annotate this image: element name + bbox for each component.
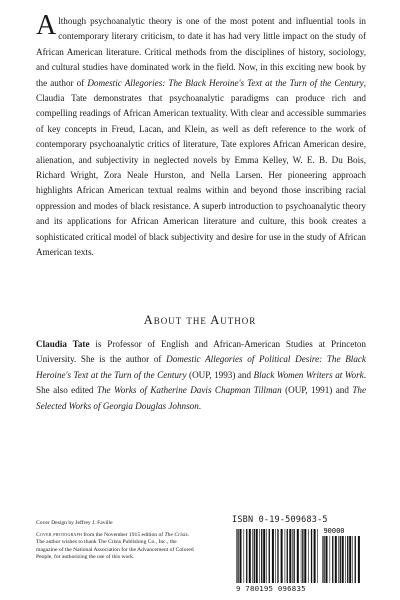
author-bio (36, 337, 366, 414)
about-author-heading: About the Author (143, 313, 257, 327)
author-name: Claudia Tate (36, 339, 90, 349)
cover-photo-label: Cover photograph (36, 531, 83, 538)
barcode-bar (256, 529, 258, 583)
addon-price-code: 90000 (323, 527, 345, 535)
description-text-2: , Claudia Tate demonstrates that psychoanalytic paradigms can produce rich and compelling readings of African American textuality. With clear and accessible summaries of key concepts in Freud, Lacan, and Klein, as well as deft reference to the work of contemporary psychoanalytic critics of literature, Tate explores African American desire, alienation, and subjectivity in neglected novels by Emma Kelley, W. E. B. Du Bois, Richard Wright, Zora Neale Hurston, and Nella Larsen. Her pioneering approach highlights African American textual realms within and beyond those inscribing racial oppression and modes of black resistance. A superb introduction to psychoanalytic theory and its applications for African American literature and culture, this book creates a sophisticated critical model of black subjectivity and desire for use in the study of African American texts. (36, 77, 366, 258)
barcode-bar (252, 529, 253, 583)
bio-book-title-3: The Works of Katherine Davis Chapman Tillman (96, 385, 282, 396)
barcode-bar (285, 529, 286, 583)
barcode-bar (292, 529, 293, 583)
barcode-bar (322, 536, 323, 583)
barcode-bar (269, 529, 270, 583)
barcode-block (232, 515, 362, 595)
barcode-bar (275, 529, 276, 583)
bio-text-3: . She also edited (36, 369, 366, 396)
barcode-bar (332, 536, 333, 583)
barcode-bar (237, 529, 238, 583)
bio-book-title-2: Black Women Writers at Work (253, 369, 364, 380)
barcode-bar (236, 529, 237, 583)
barcode-bar (263, 529, 265, 583)
barcode-bar (240, 529, 242, 583)
barcode-bar (302, 529, 303, 583)
bio-text-5: . (198, 400, 202, 411)
barcode-bar (323, 536, 324, 583)
book-description (36, 10, 366, 261)
barcode-bar (338, 536, 339, 583)
barcode-bar (294, 529, 295, 583)
barcode-bar (246, 529, 247, 583)
cover-credits (36, 520, 196, 566)
description-text-1: lthough psychoanalytic theory is one of the most potent and influential tools in contemporary literary criticism, to date it has had very little impact on the study of African American literature. Critical methods from the disciplines of history, sociology, and cultural studies have dominated work in the field. Now, in this exciting new book by the author of (36, 16, 366, 88)
barcode-bar (355, 536, 356, 583)
barcode-bar (249, 529, 251, 583)
barcode-bar (259, 529, 260, 583)
photo-credit-text-1: from the November 1915 edition of (82, 531, 165, 538)
barcode-bar (308, 529, 309, 583)
barcode-bar (287, 529, 288, 583)
drop-cap-letter: A (36, 10, 57, 41)
barcode-bar (281, 529, 283, 583)
cover-design-credit: Cover Design by Jeffrey J. Faville (36, 520, 113, 526)
bio-text-1: is Professor of English and African-American Studies at Princeton University. She is the author of (36, 339, 366, 365)
barcode-bar (297, 529, 299, 583)
barcode-bar (342, 536, 344, 583)
isbn-number: ISBN 0-19-509683-5 (232, 515, 328, 525)
barcode-bar (266, 529, 267, 583)
barcode-bar (261, 529, 262, 583)
bio-book-title-4: The Selected Works of Georgia Douglas Johnson (36, 385, 366, 411)
journal-title: The Crisis (164, 531, 188, 538)
cover-photo-credit (36, 532, 196, 562)
barcode-bar (326, 536, 328, 583)
barcode-bar (347, 536, 348, 583)
ean-digits: 9 780195 096835 (236, 584, 306, 593)
barcode-bar (277, 529, 278, 583)
barcode-bar (330, 536, 331, 583)
barcode-bar (289, 529, 291, 583)
barcode-bar (335, 536, 337, 583)
barcode-bar (311, 529, 312, 583)
barcode-bar (254, 529, 255, 583)
barcode-bar (301, 529, 302, 583)
barcode-bar (358, 536, 360, 583)
barcode-bar (317, 529, 318, 583)
photo-credit-text-2: . The author wishes to thank The Crisis Publishing Co., Inc., the magazine of the National Association for the Advancement of Colored People, for authorizing the use of this work. (36, 531, 194, 561)
bio-text-2: (OUP, 1993) and (186, 369, 254, 380)
barcode-bar (352, 536, 353, 583)
barcode-icon (232, 527, 362, 585)
barcode-bar (304, 529, 306, 583)
barcode-bar (345, 536, 346, 583)
bio-book-title-1: Domestic Allegories of Political Desire: The Black Heroine's Text at the Turn of the Century (36, 354, 366, 380)
barcode-bar (244, 529, 245, 583)
referenced-book-title: Domestic Allegories: The Black Heroine's Text at the Turn of the Century (87, 77, 364, 88)
barcode-bar (349, 536, 351, 583)
barcode-bar (340, 536, 341, 583)
barcode-bar (314, 529, 316, 583)
barcode-bar (272, 529, 274, 583)
bio-text-4: (OUP, 1991) and (281, 385, 353, 396)
